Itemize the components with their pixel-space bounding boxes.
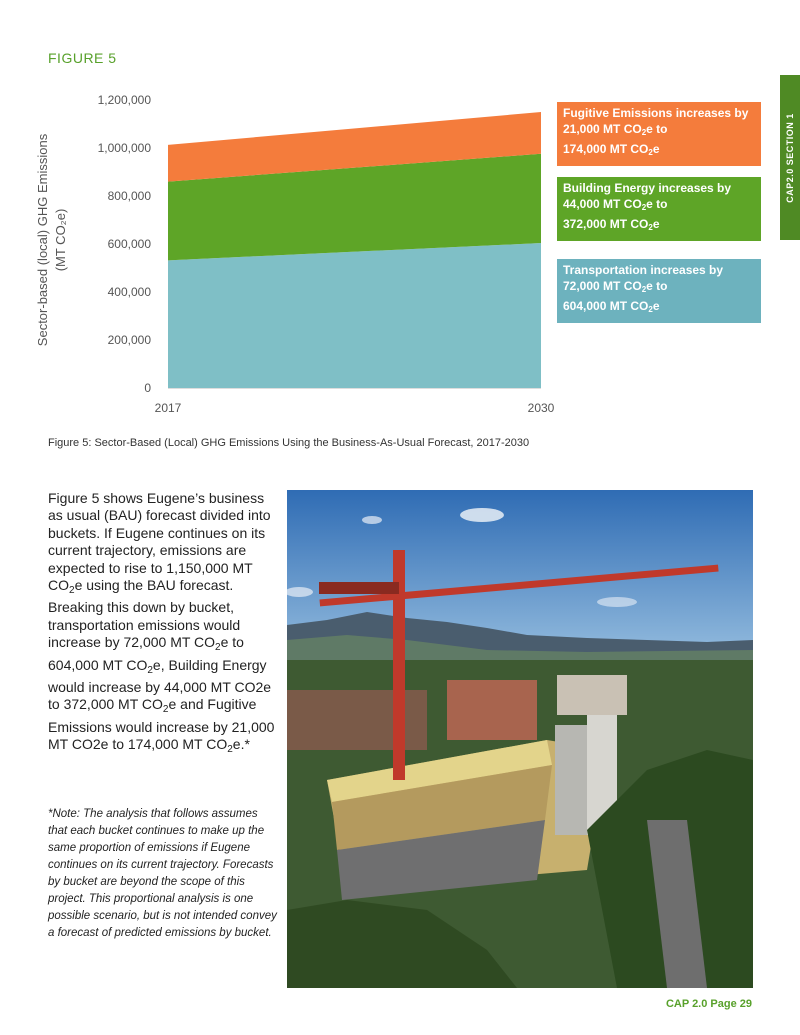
callout-line: 72,000 MT $CO_2e$ to (563, 279, 668, 294)
y-tick-label: 800,000 (107, 189, 151, 203)
fugitive-emissions-callout (557, 102, 761, 166)
y-tick-label: 1,200,000 (97, 93, 151, 107)
y-tick-label: 0 (144, 381, 151, 395)
y-tick-label: 1,000,000 (97, 141, 151, 155)
callout-line: Fugitive Emissions increases by (563, 106, 749, 120)
callout-line: 44,000 MT $CO_2e$ to (563, 197, 668, 212)
transportation-callout (557, 259, 761, 323)
callout-line: 372,000 MT $CO_2e$ (563, 217, 660, 232)
ghg-emissions-chart (0, 80, 560, 425)
analysis-note: *Note: The analysis that follows assumes that each bucket continues to make up the same proportion of emissions if Eugene continues on its current trajectory. Forecasts by bucket are beyond the scope of this project. This proportional analysis is one possible scenario, but is not intended convey a forecast of predicted emissions by bucket. (48, 808, 277, 939)
page-footer: CAP 2.0 Page 29 (665, 998, 752, 1010)
construction-crane-photo (287, 490, 753, 988)
section-side-tab (780, 75, 800, 240)
callout-line: 21,000 MT $CO_2e$ to (563, 122, 668, 137)
y-tick-label: 200,000 (107, 333, 151, 347)
body-paragraph: Figure 5 shows Eugene’s business as usual (BAU) forecast divided into buckets. If Eugene continues on its current trajectory, emissions are expected to rise to 1,150,000 MT $CO_2e$ using the BAU forecast. Breaking this down by bucket, transportation emissions would increase by 72,000 MT $CO_2e$ to 604,000 MT $CO_2e$, Building Energy would increase by 44,000 MT CO2e to 372,000 MT $CO_2e$ and Fugitive Emissions would increase by 21,000 MT CO2e to 174,000 MT $CO_2e.*$ (48, 490, 275, 756)
callout-line: 174,000 MT $CO_2e$ (563, 142, 660, 157)
x-tick-label: 2017 (154, 401, 182, 415)
figure-label: FIGURE 5 (48, 50, 117, 66)
chart-ylabel-line1: Sector-based (local) GHG Emissions (35, 133, 50, 347)
building-energy-callout (557, 177, 761, 241)
y-tick-label: 400,000 (107, 285, 151, 299)
y-tick-label: 600,000 (107, 237, 151, 251)
callout-line: 604,000 MT $CO_2e$ (563, 299, 660, 314)
area-transportation (168, 243, 541, 388)
figure-caption: Figure 5: Sector-Based (Local) GHG Emissions Using the Business-As-Usual Forecast, 2017-2030 (48, 437, 530, 449)
callout-line: Building Energy increases by (563, 181, 732, 195)
x-tick-label: 2030 (527, 401, 555, 415)
callout-line: Transportation increases by (563, 263, 724, 277)
chart-ylabel-line2: (MT CO₂e) (53, 208, 68, 272)
section-tab-label: CAP2.0 SECTION 1 (785, 112, 795, 203)
